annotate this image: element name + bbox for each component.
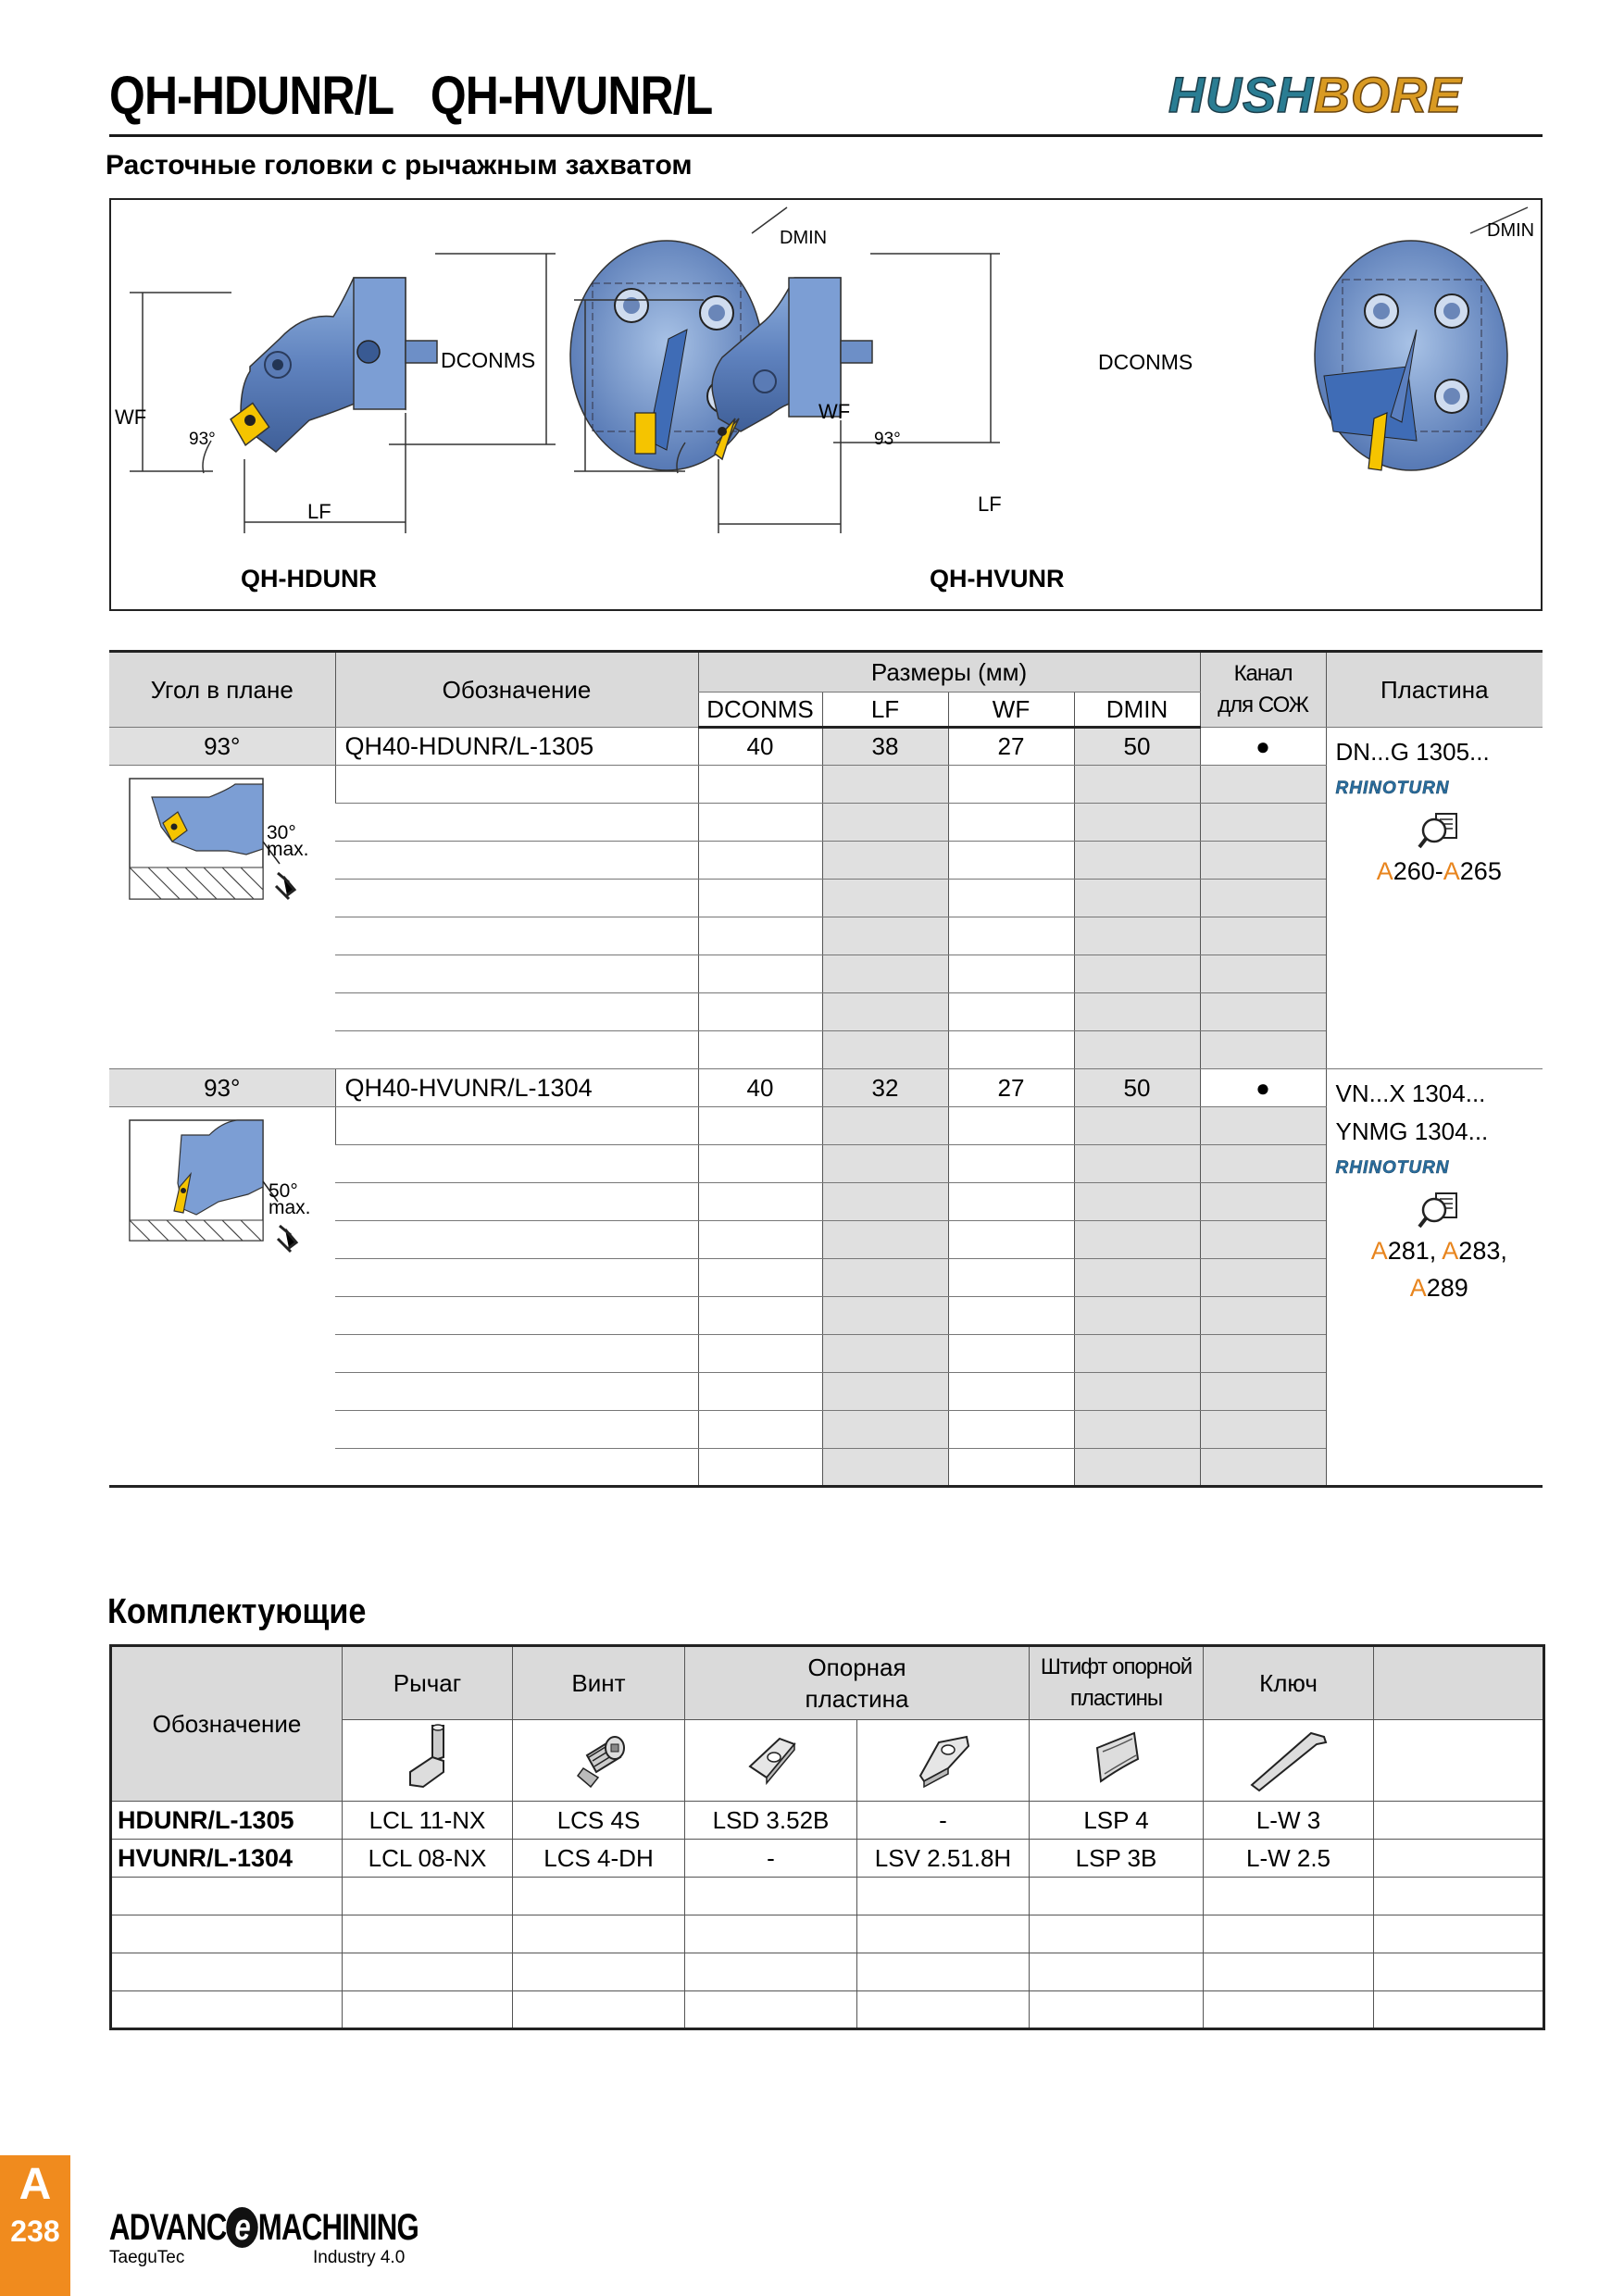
acc-header-pin-line2: пластины xyxy=(1069,1686,1163,1711)
dconms-label-1: DCONMS xyxy=(441,348,536,372)
lever-icon xyxy=(395,1720,460,1794)
acc-header-key: Ключ xyxy=(1204,1646,1374,1720)
logo-part-2: MACHINING xyxy=(257,2207,419,2248)
page-tab xyxy=(0,2155,70,2296)
max-angle-label xyxy=(269,1180,311,1218)
header-wf: WF xyxy=(948,693,1074,728)
table-row xyxy=(109,1069,1543,1107)
insert-type-2: YNMG 1304... xyxy=(1335,1117,1489,1145)
ref-number: 260- xyxy=(1393,857,1443,885)
acc-header-shim xyxy=(685,1646,1030,1720)
ref-letter: A xyxy=(1370,1237,1388,1265)
lf-label-2: LF xyxy=(978,493,1002,516)
insert-type-1: DN...G 1305... xyxy=(1335,738,1490,766)
acc-shim-2: LSV 2.51.8H xyxy=(857,1840,1030,1878)
acc-lever: LCL 08-NX xyxy=(343,1840,513,1878)
angle-cell: 93° xyxy=(109,728,335,766)
accessories-table xyxy=(109,1644,1545,2030)
application-image-cell xyxy=(109,766,335,1069)
ref-number: 289 xyxy=(1426,1274,1468,1302)
dmin-label-2: DMIN xyxy=(1487,220,1535,241)
acc-header-lever: Рычаг xyxy=(343,1646,513,1720)
hushbore-logo xyxy=(1168,67,1557,141)
product-table xyxy=(109,650,1543,1488)
ref-letter: A xyxy=(1409,1274,1427,1302)
logo-part-1: ADVANC xyxy=(109,2207,227,2248)
max-angle-value: 50° xyxy=(269,1180,298,1202)
header-lf: LF xyxy=(822,693,948,728)
dmin-label-1: DMIN xyxy=(780,228,828,248)
angle-label-1: 93° xyxy=(189,430,216,449)
hvunr-front-view xyxy=(1315,207,1528,470)
page-title xyxy=(109,65,712,127)
acc-key: L-W 2.5 xyxy=(1204,1840,1374,1878)
acc-designation: HDUNR/L-1305 xyxy=(111,1802,343,1840)
accessories-title: Комплектующие xyxy=(107,1592,367,1631)
angle-cell: 93° xyxy=(109,1069,335,1107)
wf-label-2: WF xyxy=(818,400,851,423)
key-icon-cell xyxy=(1204,1720,1374,1802)
shim-pin-icon-cell xyxy=(1030,1720,1204,1802)
rhinoturn-logo: RHINOTURN xyxy=(1335,779,1450,798)
insert-type-1: VN...X 1304... xyxy=(1335,1079,1486,1107)
acc-screw: LCS 4-DH xyxy=(513,1840,685,1878)
acc-header-pin-line1: Штифт опорной xyxy=(1040,1654,1193,1679)
caption-qh-hvunr: QH-HVUNR xyxy=(930,565,1065,593)
header-rule xyxy=(109,134,1543,137)
designation-cell: QH40-HDUNR/L-1305 xyxy=(335,728,698,766)
accessory-row xyxy=(111,1802,1544,1840)
shim-plate-d-icon xyxy=(739,1720,804,1794)
lf-cell: 32 xyxy=(822,1069,948,1107)
acc-pin: LSP 4 xyxy=(1030,1802,1204,1840)
tool-diagram-panel xyxy=(109,198,1543,611)
ref-letter: A xyxy=(1443,857,1460,885)
application-image-cell xyxy=(109,1107,335,1487)
acc-key: L-W 3 xyxy=(1204,1802,1374,1840)
acc-designation: HVUNR/L-1304 xyxy=(111,1840,343,1878)
hex-key-icon xyxy=(1243,1720,1335,1794)
page-number: 238 xyxy=(10,2215,60,2248)
max-angle-label xyxy=(267,822,309,860)
insert-cell xyxy=(1326,728,1543,1069)
max-angle-max: max. xyxy=(269,1197,311,1218)
acc-lever: LCL 11-NX xyxy=(343,1802,513,1840)
ref-letter: A xyxy=(1376,857,1393,885)
hdunr-side-view xyxy=(130,254,556,533)
dconms-cell: 40 xyxy=(698,728,822,766)
caption-qh-hdunr: QH-HDUNR xyxy=(241,565,377,593)
coolant-cell: ● xyxy=(1200,728,1326,766)
acc-shim-2: - xyxy=(857,1802,1030,1840)
angle-label-2: 93° xyxy=(874,430,901,449)
wf-cell: 27 xyxy=(948,1069,1074,1107)
ref-number: 281, xyxy=(1387,1237,1443,1265)
catalog-reference[interactable] xyxy=(1336,853,1543,890)
ref-number: 283, xyxy=(1458,1237,1507,1265)
acc-header-shim-line2: пластина xyxy=(805,1685,909,1713)
table-row xyxy=(109,728,1543,766)
magnifier-icon xyxy=(1418,1190,1460,1232)
acc-shim-1: - xyxy=(685,1840,857,1878)
designation-cell: QH40-HVUNR/L-1304 xyxy=(335,1069,698,1107)
magnifier-icon xyxy=(1418,810,1460,853)
acc-header-empty xyxy=(1374,1646,1544,1720)
wf-label-1: WF xyxy=(115,406,147,429)
insert-cell xyxy=(1326,1069,1543,1487)
logo-bore-text: BORE xyxy=(1314,68,1463,123)
logo-e: e xyxy=(226,2207,257,2248)
header-dimensions: Размеры (мм) xyxy=(698,652,1200,693)
acc-header-designation: Обозначение xyxy=(111,1646,343,1802)
screw-icon-cell xyxy=(513,1720,685,1802)
dmin-cell: 50 xyxy=(1074,1069,1200,1107)
shim-pin-icon xyxy=(1084,1720,1149,1794)
header-coolant xyxy=(1200,652,1326,728)
page-subtitle: Расточные головки с рычажным захватом xyxy=(106,150,693,181)
lever-icon-cell xyxy=(343,1720,513,1802)
header-coolant-line2: для СОЖ xyxy=(1218,693,1308,718)
rhinoturn-logo: RHINOTURN xyxy=(1335,1158,1450,1178)
page-section-letter: A xyxy=(19,2160,52,2209)
lf-label-1: LF xyxy=(307,500,331,523)
shim-v-icon-cell xyxy=(857,1720,1030,1802)
acc-screw: LCS 4S xyxy=(513,1802,685,1840)
header-dconms: DCONMS xyxy=(698,693,822,728)
empty-icon-cell xyxy=(1374,1720,1544,1802)
accessory-row xyxy=(111,1840,1544,1878)
ref-number: 265 xyxy=(1459,857,1502,885)
max-angle-value: 30° xyxy=(267,822,296,843)
shim-plate-v-icon xyxy=(911,1720,976,1794)
logo-hush-text: HUSH xyxy=(1168,68,1315,123)
acc-pin: LSP 3B xyxy=(1030,1840,1204,1878)
title-part-2: QH-HVUNR/L xyxy=(430,66,713,126)
acc-header-shim-line1: Опорная xyxy=(807,1653,906,1681)
acc-header-screw: Винт xyxy=(513,1646,685,1720)
advance-machining-logo xyxy=(109,2207,443,2272)
logo-taegutec: TaeguTec xyxy=(109,2248,185,2267)
header-coolant-line1: Канал xyxy=(1233,661,1293,686)
title-part-1: QH-HDUNR/L xyxy=(109,66,394,126)
acc-header-shim-pin xyxy=(1030,1646,1204,1720)
dconms-label-2: DCONMS xyxy=(1098,350,1193,374)
dconms-cell: 40 xyxy=(698,1069,822,1107)
screw-icon xyxy=(567,1720,631,1794)
header-angle: Угол в плане xyxy=(109,652,335,728)
ref-letter: A xyxy=(1442,1237,1459,1265)
wf-cell: 27 xyxy=(948,728,1074,766)
shim-d-icon-cell xyxy=(685,1720,857,1802)
catalog-reference[interactable] xyxy=(1336,1232,1543,1306)
max-angle-max: max. xyxy=(267,839,309,860)
dmin-cell: 50 xyxy=(1074,728,1200,766)
logo-industry: Industry 4.0 xyxy=(313,2248,406,2267)
header-insert: Пластина xyxy=(1326,652,1543,728)
header-designation: Обозначение xyxy=(335,652,698,728)
acc-shim-1: LSD 3.52B xyxy=(685,1802,857,1840)
coolant-cell: ● xyxy=(1200,1069,1326,1107)
header-dmin: DMIN xyxy=(1074,693,1200,728)
lf-cell: 38 xyxy=(822,728,948,766)
